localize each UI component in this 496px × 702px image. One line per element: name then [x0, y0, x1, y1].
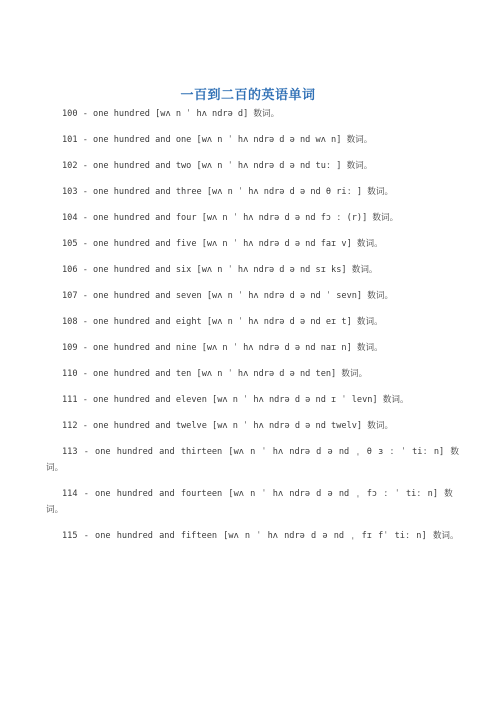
- entry-list: [46, 106, 462, 554]
- list-item: 105 - one hundred and five [wʌ n ˈ hʌ ndrə d ə nd faɪ v] 数词。: [62, 239, 383, 249]
- list-item: 107 - one hundred and seven [wʌ n ˈ hʌ ndrə d ə nd ˈ sevn] 数词。: [62, 291, 394, 301]
- list-item: 103 - one hundred and three [wʌ n ˈ hʌ ndrə d ə nd θ riː ] 数词。: [62, 187, 394, 197]
- list-item: 108 - one hundred and eight [wʌ n ˈ hʌ ndrə d ə nd eɪ t] 数词。: [62, 317, 383, 327]
- document-title: 一百到二百的英语单词: [180, 88, 316, 103]
- list-item: 101 - one hundred and one [wʌ n ˈ hʌ ndrə d ə nd wʌ n] 数词。: [62, 135, 373, 145]
- list-item: 106 - one hundred and six [wʌ n ˈ hʌ ndrə d ə nd sɪ ks] 数词。: [62, 265, 378, 275]
- list-item: 110 - one hundred and ten [wʌ n ˈ hʌ ndrə d ə nd ten] 数词。: [62, 369, 368, 379]
- list-item: 112 - one hundred and twelve [wʌ n ˈ hʌ ndrə d ə nd twelv] 数词。: [62, 421, 394, 431]
- list-item: 113 - one hundred and thirteen [wʌ n ˈ hʌ ndrə d ə nd ˌ θ ɜ ː ˈ tiː n] 数词。: [46, 447, 459, 473]
- list-item: 100 - one hundred [wʌ n ˈ hʌ ndrə d] 数词。: [62, 109, 280, 119]
- list-item: 102 - one hundred and two [wʌ n ˈ hʌ ndrə d ə nd tuː ] 数词。: [62, 161, 373, 171]
- list-item: 111 - one hundred and eleven [wʌ n ˈ hʌ ndrə d ə nd ɪ ˈ levn] 数词。: [62, 395, 409, 405]
- list-item: 109 - one hundred and nine [wʌ n ˈ hʌ ndrə d ə nd naɪ n] 数词。: [62, 343, 383, 353]
- list-item: 115 - one hundred and fifteen [wʌ n ˈ hʌ ndrə d ə nd ˌ fɪ fˈ tiː n] 数词。: [62, 531, 459, 541]
- list-item: 114 - one hundred and fourteen [wʌ n ˈ hʌ ndrə d ə nd ˌ fɔ ː ˈ tiː n] 数词。: [46, 489, 453, 515]
- list-item: 104 - one hundred and four [wʌ n ˈ hʌ ndrə d ə nd fɔ ː (r)] 数词。: [62, 213, 399, 223]
